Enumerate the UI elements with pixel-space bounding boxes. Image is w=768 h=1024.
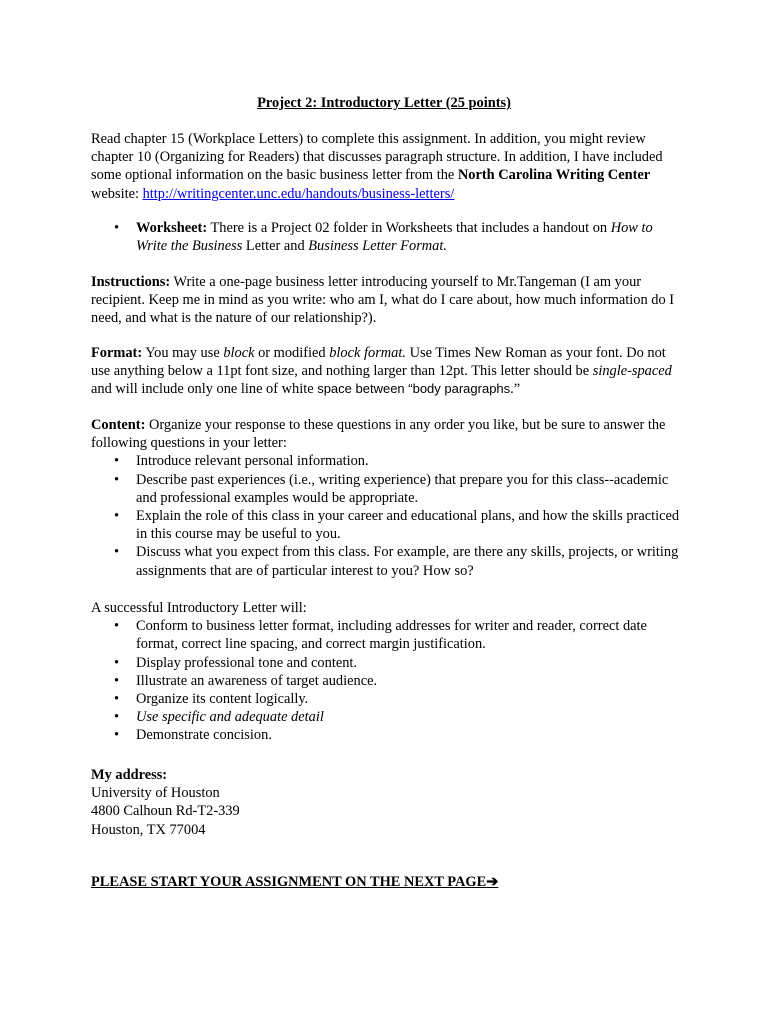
format-text-2: or modified <box>254 345 330 361</box>
format-text-1: You may use <box>142 345 224 361</box>
list-item-text: Use specific and adequate detail <box>136 709 324 726</box>
format-sans-text: space between “body paragraphs <box>317 381 511 397</box>
address-line-1: University of Houston <box>91 785 220 802</box>
bullet-icon: • <box>114 453 120 470</box>
list-item <box>91 507 686 543</box>
worksheet-label: Worksheet: <box>136 220 208 236</box>
list-item <box>91 617 686 653</box>
list-item-text: Discuss what you expect from this class. For example, are there any skills, projects, or writing assignments that are of particular interest to you? How so? <box>136 544 679 579</box>
bullet-icon: • <box>114 727 120 744</box>
bullet-icon: • <box>114 220 120 236</box>
bullet-icon: • <box>114 691 120 708</box>
worksheet-section <box>91 219 686 255</box>
address-label: My address: <box>91 767 168 783</box>
format-text-3: Use Times New Roman as your font. Do not use anything below a 11pt font size, and nothing larger than 12pt. This letter should be <box>91 345 666 380</box>
list-item-text: Organize its content logically. <box>136 691 309 708</box>
address-line-2: 4800 Calhoun Rd-T2-339 <box>91 803 240 820</box>
content-label: Content: <box>91 417 146 433</box>
success-criteria-section <box>91 599 686 745</box>
intro-text-2: website: <box>91 185 143 202</box>
format-text-5: .” <box>510 381 521 398</box>
list-item <box>91 471 686 507</box>
worksheet-italic-2: Business Letter Format. <box>308 238 447 255</box>
intro-bold-source: North Carolina Writing Center <box>457 167 651 184</box>
list-item-text: Conform to business letter format, including addresses for writer and reader, correct date format, correct line spacing, and correct margin justification. <box>136 618 647 653</box>
intro-paragraph <box>91 130 686 203</box>
page-title: Project 2: Introductory Letter (25 points) <box>257 95 511 111</box>
list-item-text: Describe past experiences (i.e., writing experience) that prepare you for this class--academic and professional examples would be appropriate. <box>136 471 669 506</box>
list-item-text: Display professional tone and content. <box>136 654 358 671</box>
format-italic-2: block format. <box>329 345 406 361</box>
list-item-text: Introduce relevant personal information. <box>136 453 369 470</box>
bullet-icon: • <box>114 672 120 689</box>
list-item <box>91 672 686 690</box>
bullet-icon: • <box>114 654 120 671</box>
list-item-text: Demonstrate concision. <box>136 727 272 744</box>
format-text-4: and will include only one line of white <box>91 381 318 398</box>
content-section <box>91 416 686 580</box>
writing-center-link[interactable]: http://writingcenter.unc.edu/handouts/business-letters/ <box>142 185 455 202</box>
bullet-icon: • <box>114 618 120 635</box>
bullet-icon: • <box>114 709 120 726</box>
worksheet-text-1: There is a Project 02 folder in Worksheets that includes a handout on <box>207 220 611 236</box>
worksheet-item <box>91 219 686 255</box>
list-item <box>91 690 686 708</box>
success-heading: A successful Introductory Letter will: <box>91 600 307 616</box>
instructions-paragraph <box>91 273 686 328</box>
instructions-label: Instructions: <box>91 274 171 290</box>
list-item-text: Explain the role of this class in your career and educational plans, and how the skills practiced in this course may be useful to you. <box>136 508 680 543</box>
list-item <box>91 543 686 579</box>
bullet-icon: • <box>114 508 120 525</box>
list-item <box>91 654 686 672</box>
address-block <box>91 766 686 839</box>
list-item <box>91 726 686 744</box>
intro-text-1: Read chapter 15 (Workplace Letters) to complete this assignment. In addition, you might review chapter 10 (Organizing for Readers) that discusses paragraph structure. In addition, I have included some optional information on the basic business letter from the <box>91 131 663 184</box>
bullet-icon: • <box>114 471 120 488</box>
next-page-notice <box>91 873 686 891</box>
list-item <box>91 452 686 470</box>
content-question-list <box>91 452 686 579</box>
content-text: Organize your response to these questions in any order you like, but be sure to answer the following questions in your letter: <box>91 417 666 452</box>
worksheet-italic-1: How to Write the Business <box>136 220 653 255</box>
address-line-3: Houston, TX 77004 <box>91 821 206 838</box>
list-item-text: Illustrate an awareness of target audience. <box>136 672 378 689</box>
list-item <box>91 708 686 726</box>
right-arrow-icon: ➔ <box>486 874 499 890</box>
format-label: Format: <box>91 345 143 361</box>
format-paragraph <box>91 344 686 399</box>
success-criteria-list <box>91 617 686 744</box>
instructions-text: Write a one-page business letter introducing yourself to Mr.Tangeman (I am your recipient. Keep me in mind as you write: who am I, what do I care about, how much information do I need, and what is the nature of our relationship?). <box>91 274 675 327</box>
worksheet-text-2: Letter and <box>242 238 309 255</box>
bullet-icon: • <box>114 544 120 561</box>
next-page-text: PLEASE START YOUR ASSIGNMENT ON THE NEXT PAGE <box>91 874 487 890</box>
format-italic-1: block <box>223 345 255 361</box>
format-italic-3: single-spaced <box>592 363 672 380</box>
